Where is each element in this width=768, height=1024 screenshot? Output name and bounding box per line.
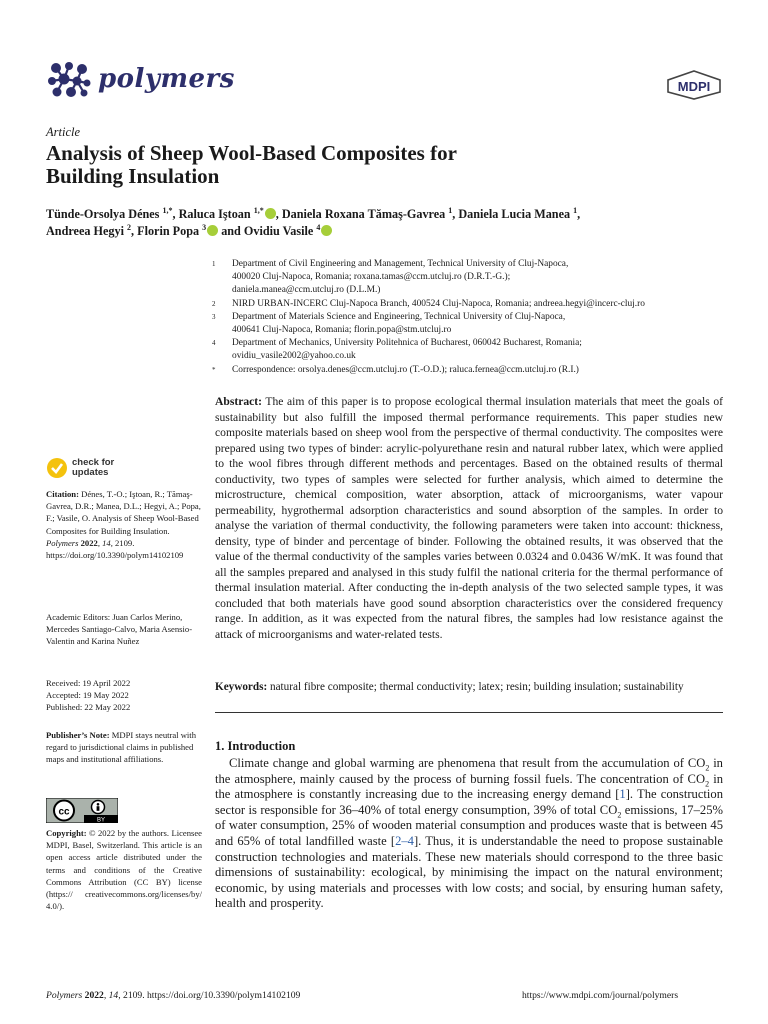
svg-text:cc: cc <box>58 806 70 818</box>
section-heading: 1. Introduction <box>215 739 296 753</box>
check-for-updates-badge[interactable] <box>46 457 114 479</box>
author-affil-marker: 4 <box>316 222 321 232</box>
affiliation-item <box>212 298 732 311</box>
citation-text: Dénes, T.-O.; Iştoan, R.; Tămaş-Gavrea, D.R.; Manea, D.L.; Hegyi, A.; Popa, F.; Vasile, O. Analysis of Sheep Wool-Based Composites for Building Insulation. <box>46 489 201 536</box>
subscript: 2 <box>617 810 622 820</box>
author-affil-marker: 2 <box>127 222 132 232</box>
publisher-name: MDPI <box>677 79 711 94</box>
orcid-icon[interactable] <box>321 225 332 236</box>
affiliation-line: Department of Mechanics, University Politehnica of Bucharest, 060042 Bucharest, Romania; <box>232 338 582 349</box>
accepted-date: Accepted: 19 May 2022 <box>46 690 129 701</box>
keywords-text: natural fibre composite; thermal conductivity; latex; resin; building insulation; sustainability <box>270 681 684 693</box>
affiliation-line: Department of Civil Engineering and Management, Technical University of Cluj-Napoca, <box>232 259 569 269</box>
affiliation-number: 2 <box>212 299 216 308</box>
affiliation-item <box>212 364 732 377</box>
text-run: ]. Thus, it is understandable the need to propose sustainable construction technologies and materials. These new materials should correspond to the three basic dimensions of sustainability: ecological, by minimising the impact on the natural environment; economic, by using materials and processes with low costs; and social, by ensuring human safety, health and prosperity. <box>215 833 723 911</box>
journal-name: polymers <box>98 64 235 94</box>
affiliation-number: * <box>212 365 216 374</box>
check-updates-line-2: updates <box>72 467 109 478</box>
cc-by-license-badge[interactable] <box>46 798 118 823</box>
text-run: ]. The construction sector is responsible for 36–40% of total energy consumption, 39% of total CO <box>215 787 724 817</box>
polymers-logo-icon <box>46 60 92 98</box>
affiliation-item <box>212 311 732 337</box>
intro-paragraph <box>215 756 723 912</box>
affiliation-line: daniela.manea@ccm.utcluj.ro (D.L.M.) <box>232 285 381 296</box>
divider <box>215 712 723 713</box>
affiliation-line: Correspondence: orsolya.denes@ccm.utcluj.ro (T.-O.D.); raluca.fernea@ccm.utcluj.ro (R.I.) <box>232 364 579 375</box>
mdpi-logo <box>666 70 722 100</box>
author-name[interactable]: Daniela Roxana Tămaş-Gavrea <box>281 207 446 221</box>
received-date: Received: 19 April 2022 <box>46 678 131 688</box>
check-updates-line-1: check for <box>72 457 115 468</box>
cc-by-license-icon <box>46 798 118 823</box>
copyright-label: Copyright: <box>46 828 87 838</box>
keywords <box>215 680 723 695</box>
text-run: Climate change and global warming are phenomena that result from the accumulation of CO <box>229 756 706 770</box>
keywords-label: Keywords: <box>215 681 268 693</box>
mdpi-logo-icon <box>666 70 722 100</box>
affiliation-line: Department of Materials Science and Engineering, Technical University of Cluj-Napoca, <box>232 311 566 322</box>
title-line-2: Building Insulation <box>46 164 220 188</box>
author-affil-marker: 1,* <box>253 205 264 215</box>
author-affil-marker: 1,* <box>162 205 173 215</box>
affiliations <box>212 258 732 377</box>
affiliation-line: 400641 Cluj-Napoca, Romania; florin.popa@stm.utcluj.ro <box>232 325 452 336</box>
affiliation-item <box>212 258 732 298</box>
copyright-block <box>46 827 202 912</box>
title-line-1: Analysis of Sheep Wool-Based Composites for <box>46 141 457 165</box>
published-date: Published: 22 May 2022 <box>46 702 131 713</box>
subscript: 2 <box>705 763 710 773</box>
text-run: in the atmosphere is constantly increasing due to the increasing energy demand [ <box>215 771 724 802</box>
author-conjunction: and <box>221 224 241 238</box>
footer-citation: Polymers 2022, 14, 2109. https://doi.org/10.3390/polym14102109 <box>46 990 301 1001</box>
subscript: 2 <box>705 779 710 789</box>
publisher-note-label: Publisher’s Note: <box>46 730 110 740</box>
affiliation-line: 400020 Cluj-Napoca, Romania; roxana.tamas@ccm.utcluj.ro (D.R.T.-G.); <box>232 272 511 283</box>
author-name[interactable]: Tünde-Orsolya Dénes <box>46 207 160 221</box>
footer-doi[interactable]: , 2109. https://doi.org/10.3390/polym14102109 <box>118 990 301 1001</box>
academic-editors: Academic Editors: Juan Carlos Merino, Mercedes Santiago-Calvo, Maria Asensio-Valentin and Karina Nuñez <box>46 612 193 647</box>
affiliation-line: ovidiu_vasile2002@yahoo.co.uk <box>232 351 356 362</box>
affiliation-number: 1 <box>212 260 216 268</box>
text-run: in the atmosphere, mainly caused by the process of burning fossil fuels. The concentration of CO <box>215 756 723 786</box>
author-affil-marker: 1 <box>448 205 453 215</box>
publisher-note-text: MDPI stays neutral with regard to jurisdictional claims in published maps and institutional affiliations. <box>46 730 196 765</box>
citation-journal: Polymers <box>46 537 79 548</box>
author-name[interactable]: Daniela Lucia Manea <box>458 207 571 221</box>
author-name[interactable]: Florin Popa <box>137 224 200 238</box>
author-name[interactable]: Andreea Hegyi <box>46 224 124 238</box>
text-run: emissions, 17–25% of water consumption, 25% of wooden material consumption and produces waste that is between 45 and 65% of total landfilled waste [ <box>215 802 723 848</box>
citation-year: 2022 <box>80 537 98 548</box>
affiliation-number: 3 <box>212 312 216 321</box>
intro-body <box>215 756 723 912</box>
footer-year: 2022 <box>84 990 104 1001</box>
author-name[interactable]: Raluca Iştoan <box>178 207 251 221</box>
citation-volume: 14 <box>102 537 111 548</box>
svg-text:BY: BY <box>96 817 106 823</box>
copyright-text: © 2022 by the authors. Licensee MDPI, Basel, Switzerland. This article is an open access article distributed under the terms and conditions of the Creative Commons Attribution (CC BY) license (https:// creativecommons.org/licenses/by/ 4.0/). <box>46 828 202 912</box>
journal-logo <box>46 60 235 98</box>
author-affil-marker: 3 <box>202 222 207 232</box>
footer-volume: 14 <box>108 990 119 1001</box>
abstract <box>215 394 723 642</box>
publisher-note <box>46 729 202 766</box>
footer-journal: Polymers <box>46 990 83 1001</box>
affiliation-item <box>212 337 732 363</box>
citation-block: Citation: Dénes, T.-O.; Iştoan, R.; Tămaş-Gavrea, D.R.; Manea, D.L.; Hegyi, A.; Popa, F.; Vasile, O. Analysis of Sheep Wool-Based Composites for Building Insulation. Polymers 2022, 14, 2109. https://doi.org/10.3390/polym14102109 <box>46 489 201 561</box>
publication-dates <box>46 677 202 714</box>
author-affil-marker: 1 <box>573 205 578 215</box>
orcid-icon[interactable] <box>207 225 218 236</box>
check-for-updates-icon <box>46 457 68 479</box>
abstract-text: The aim of this paper is to propose ecological thermal insulation materials that meet the goals of sustainability but also fulfill the imposed thermal performance requirements. This paper studies new composite materials based on sheep wool from the perspective of thermal conductivity. The composites were prepared using two types of binder: acrylic-polyurethane resin and natural rubber latex, which were applied to the wool fibres through different methods and percentages. Based on the obtained results of thermal conductivity, two types of samples were selected for further analysis, which aimed to determine the microstructure, chemical composition, water absorption, attack of microorganisms, water vapour permeability, hygrothermal adsorption characteristics and sound absorption of the samples. In order to analyse the variation of thermal conductivity, the following parameters were taken into account: thickness, density, type of binder and percentage of binder. Following the obtained results, it was observed that the value of the thermal conductivity of the samples varies between 0.0324 and 0.0436 W/mK. It was found that all the samples prepared and analysed in this study fulfil the national criteria for the thermal performance of thermal insulation material. After conducting the in-depth analysis of the two selected sample types, it was concluded that both materials have good sound absorption characteristics over the considered frequency range. In addition, as it was expected from the natural fibres, the samples had low resistance against the attack of microorganisms and water-related tests. <box>215 395 724 641</box>
reference-link[interactable]: 1 <box>619 787 626 802</box>
affiliation-number: 4 <box>212 339 216 348</box>
orcid-icon[interactable] <box>265 208 276 219</box>
footer-journal-url[interactable]: https://www.mdpi.com/journal/polymers <box>522 990 679 1001</box>
author-list: Tünde-Orsolya Dénes $^{1,*}$, Raluca Iştoan $^{1,*}$ , Daniela Roxana Tămaş-Gavrea $^1$, Daniela Lucia Manea $^1$, Andreea Hegyi $^2$, Florin Popa $^3$ and Ovidiu Vasile $^4$ <box>46 205 581 238</box>
author-name[interactable]: Ovidiu Vasile <box>243 224 314 238</box>
affiliation-line: NIRD URBAN-INCERC Cluj-Napoca Branch, 400524 Cluj-Napoca, Romania; andreea.hegyi@incerc-cluj.ro <box>232 298 645 309</box>
reference-link[interactable]: 2–4 <box>395 833 414 848</box>
article-type: Article <box>46 125 81 139</box>
abstract-label: Abstract: <box>215 395 263 408</box>
citation-label: Citation: <box>46 489 79 499</box>
citation-doi[interactable]: , 2109. https://doi.org/10.3390/polym14102109 <box>46 537 184 561</box>
paper-title <box>46 142 606 188</box>
